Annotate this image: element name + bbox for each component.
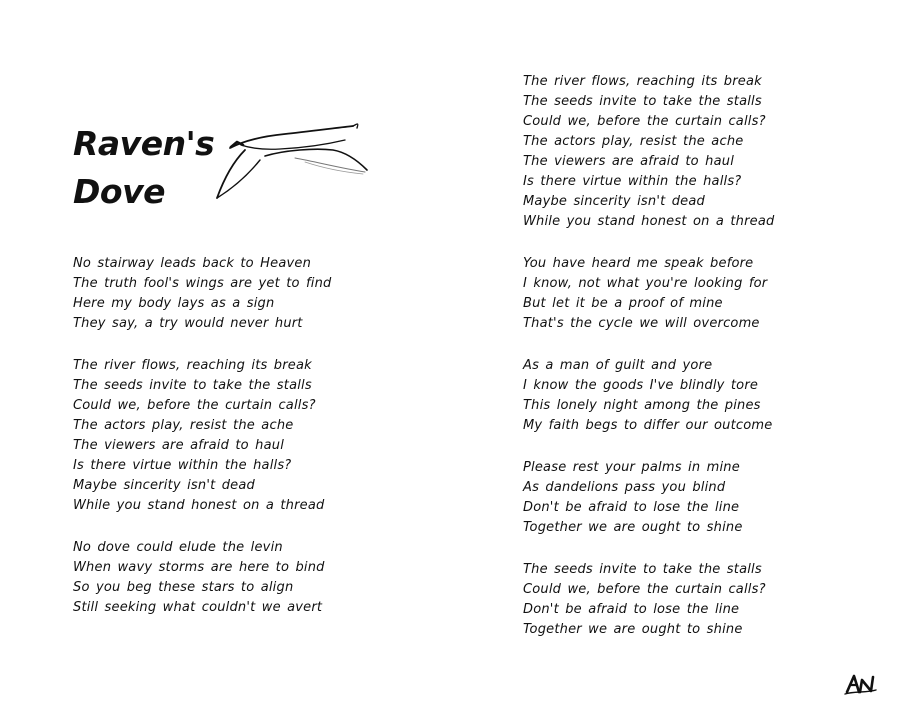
stanza: [73, 356, 413, 516]
poem-line: The truth fool's wings are yet to find: [73, 276, 332, 291]
poem-line: My faith begs to differ our outcome: [523, 418, 773, 433]
poem-line: The seeds invite to take the stalls: [73, 378, 312, 393]
poem-line: This lonely night among the pines: [523, 398, 761, 413]
poem-line: No dove could elude the levin: [73, 540, 283, 555]
poem-line: I know the goods I've blindly tore: [523, 378, 759, 393]
signature-text: AN: [844, 672, 846, 673]
poem-line: Could we, before the curtain calls?: [523, 114, 766, 129]
poem-line: Together we are ought to shine: [523, 622, 743, 637]
poem-line: As dandelions pass you blind: [523, 480, 726, 495]
poem-line: The viewers are afraid to haul: [73, 438, 285, 453]
stanza: [523, 72, 863, 232]
right-column: [523, 72, 863, 662]
poem-line: The seeds invite to take the stalls: [523, 94, 762, 109]
left-column: [73, 254, 413, 640]
poem-line: But let it be a proof of mine: [523, 296, 723, 311]
poem-line: Could we, before the curtain calls?: [523, 582, 766, 597]
poem-line: I know, not what you're looking for: [523, 276, 768, 291]
poem-line: Maybe sincerity isn't dead: [73, 478, 256, 493]
poem-line: Don't be afraid to lose the line: [523, 602, 740, 617]
poem-line: Is there virtue within the halls?: [73, 458, 292, 473]
title-line-2: Dove: [73, 172, 165, 211]
poem-title: [73, 120, 214, 216]
poem-line: Still seeking what couldn't we avert: [73, 600, 323, 615]
stanza: [523, 458, 863, 538]
stanza: [73, 538, 413, 618]
poem-line: Please rest your palms in mine: [523, 460, 740, 475]
signature-mark: [844, 672, 878, 696]
poem-line: While you stand honest on a thread: [73, 498, 325, 513]
poem-line: The actors play, resist the ache: [73, 418, 294, 433]
poem-line: The viewers are afraid to haul: [523, 154, 735, 169]
poem-line: Together we are ought to shine: [523, 520, 743, 535]
poem-line: Is there virtue within the halls?: [523, 174, 742, 189]
title-line-1: Raven's: [73, 124, 215, 163]
poem-line: As a man of guilt and yore: [523, 358, 713, 373]
poem-line: So you beg these stars to align: [73, 580, 294, 595]
poem-line: The river flows, reaching its break: [523, 74, 762, 89]
poem-line: While you stand honest on a thread: [523, 214, 775, 229]
poem-line: Don't be afraid to lose the line: [523, 500, 740, 515]
poem-line: Here my body lays as a sign: [73, 296, 275, 311]
poem-line: The actors play, resist the ache: [523, 134, 744, 149]
poem-line: You have heard me speak before: [523, 256, 754, 271]
stanza: [523, 356, 863, 436]
stanza: [523, 560, 863, 640]
poem-line: They say, a try would never hurt: [73, 316, 303, 331]
bird-icon: [205, 118, 375, 208]
poem-line: That's the cycle we will overcome: [523, 316, 760, 331]
stanza: [523, 254, 863, 334]
poem-line: Maybe sincerity isn't dead: [523, 194, 706, 209]
poem-line: When wavy storms are here to bind: [73, 560, 325, 575]
poem-line: No stairway leads back to Heaven: [73, 256, 312, 271]
poem-line: The seeds invite to take the stalls: [523, 562, 762, 577]
poem-line: Could we, before the curtain calls?: [73, 398, 316, 413]
poem-line: The river flows, reaching its break: [73, 358, 312, 373]
stanza: [73, 254, 413, 334]
